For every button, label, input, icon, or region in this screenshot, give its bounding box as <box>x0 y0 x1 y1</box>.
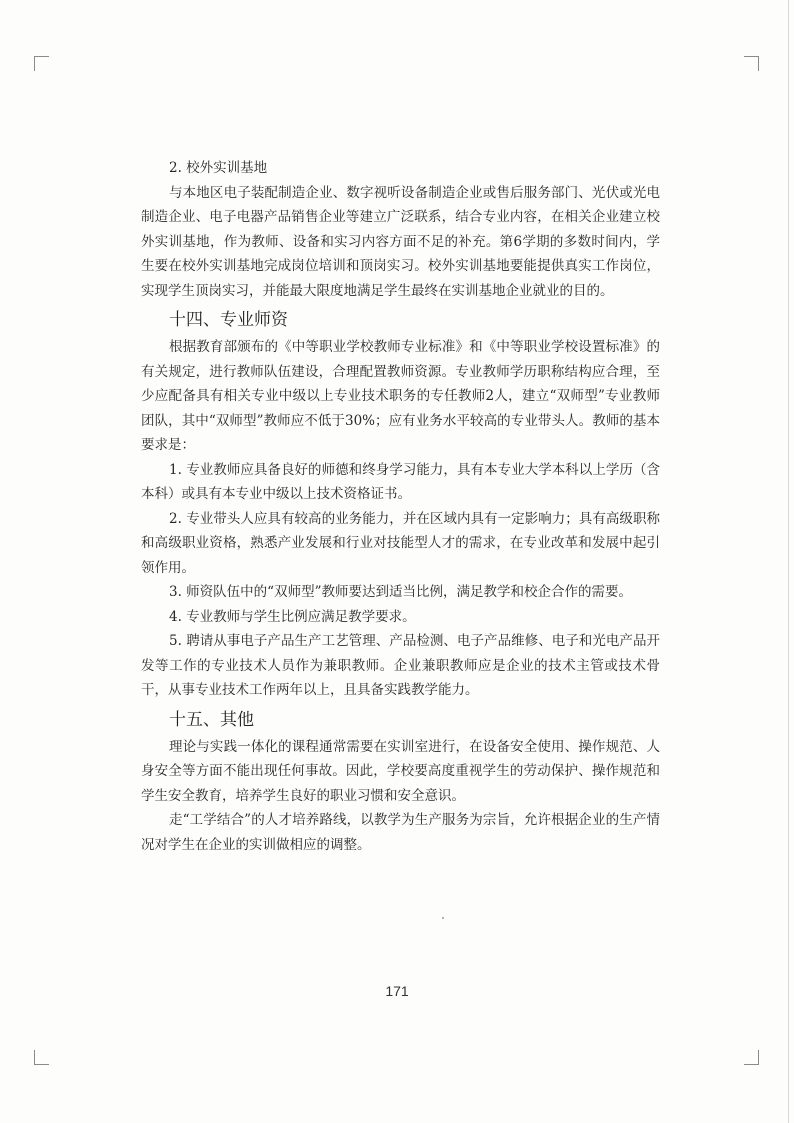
crop-mark-top-left <box>34 56 49 71</box>
page-number: 171 <box>385 983 409 999</box>
paragraph-other-1: 理论与实践一体化的课程通常需要在实训室进行，在设备安全使用、操作规范、人身安全等方面不能出现任何事故。因此，学校要高度重视学生的劳动保护、操作规范和学生安全教育，培养学生良好的职业习惯和安全意识。 <box>141 738 660 804</box>
list-item-faculty-1: 1. 专业教师应具备良好的师德和终身学习能力，具有本专业大学本科以上学历（含本科）或具有本专业中级以上技术资格证书。 <box>141 461 660 502</box>
paragraph-faculty-intro: 根据教育部颁布的《中等职业学校教师专业标准》和《中等职业学校设置标准》的有关规定，进行教师队伍建设，合理配置教师资源。专业教师学历职称结构应合理，至少应配备具有相关专业中级以上专业技术职务的专任教师2人，建立“双师型”专业教师团队，其中“双师型”教师应不低于30%；应有业务水平较高的专业带头人。教师的基本要求是： <box>141 339 660 453</box>
scan-speck <box>442 917 444 919</box>
paragraph-offcampus-base: 与本地区电子装配制造企业、数字视听设备制造企业或售后服务部门、光伏或光电制造企业、电子电器产品销售企业等建立广泛联系，结合专业内容，在相关企业建立校外实训基地，作为教师、设备和实习内容方面不足的补充。第6学期的多数时间内，学生要在校外实训基地完成岗位培训和顶岗实习。校外实训基地要能提供真实工作岗位，实现学生顶岗实习，并能最大限度地满足学生最终在实训基地企业就业的目的。 <box>141 184 660 299</box>
list-item-faculty-2: 2. 专业带头人应具有较高的业务能力，并在区域内具有一定影响力；具有高级职称和高级职业资格，熟悉产业发展和行业对技能型人才的需求，在专业改革和发展中起引领作用。 <box>141 510 660 576</box>
list-item-faculty-3: 3. 师资队伍中的“双师型”教师要达到适当比例，满足教学和校企合作的需要。 <box>169 584 632 600</box>
scan-edge-line <box>788 0 789 1123</box>
section-title-other: 十五、其他 <box>169 709 254 730</box>
section-title-faculty: 十四、专业师资 <box>169 310 288 330</box>
document-body <box>141 156 660 857</box>
crop-mark-bottom-left <box>34 1050 49 1065</box>
crop-mark-top-right <box>744 56 759 71</box>
list-item-faculty-5: 5. 聘请从事电子产品生产工艺管理、产品检测、电子产品维修、电子和光电产品开发等工作的专业技术人员作为兼职教师。企业兼职教师应是企业的技术主管或技术骨干，从事专业技术工作两年以上，且具备实践教学能力。 <box>141 633 660 698</box>
crop-mark-bottom-right <box>744 1050 759 1065</box>
paragraph-other-2: 走“工学结合”的人才培养路线，以教学为生产服务为宗旨，允许根据企业的生产情况对学生在企业的实训做相应的调整。 <box>141 812 660 853</box>
sub-heading-offcampus-base: 2. 校外实训基地 <box>169 160 268 176</box>
list-item-faculty-4: 4. 专业教师与学生比例应满足教学要求。 <box>169 608 416 625</box>
